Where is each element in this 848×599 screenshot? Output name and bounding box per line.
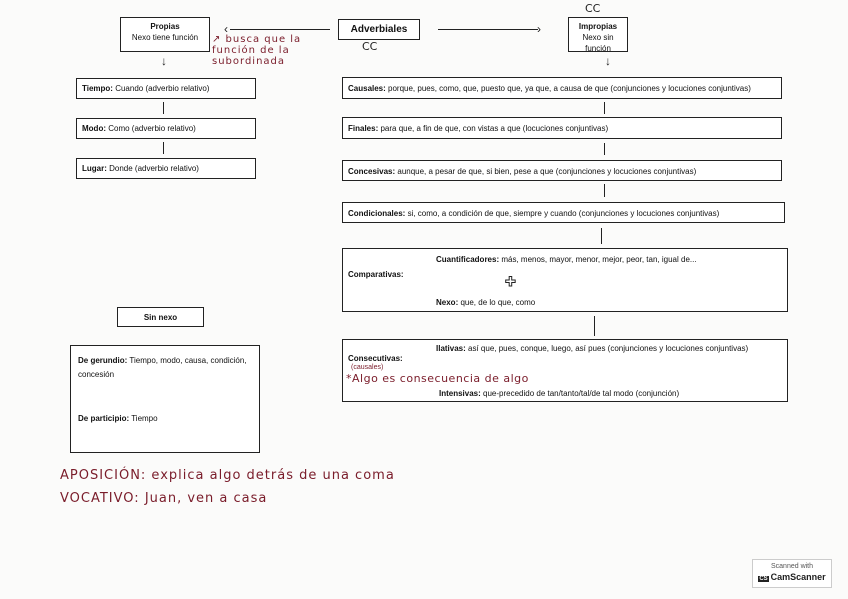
concesivas-box: Concesivas: aunque, a pesar de que, si bien, pese a que (conjunciones y locuciones conjuntivas) bbox=[342, 160, 782, 181]
adverbiales-box: Adverbiales bbox=[338, 19, 420, 40]
vocativo-note: VOCATIVO: Juan, ven a casa bbox=[60, 491, 268, 506]
arrow-down-icon: ↓ bbox=[605, 54, 611, 68]
camscanner-logo-icon: CS bbox=[759, 576, 768, 582]
impropias-box bbox=[568, 17, 628, 52]
badge-line1: Scanned with bbox=[770, 563, 814, 570]
comparativas-box bbox=[342, 248, 788, 312]
causales-note: (causales) bbox=[351, 364, 384, 371]
impropias-subtitle: Nexo sin función bbox=[582, 33, 614, 53]
modo-box: Modo: Como (adverbio relativo) bbox=[76, 118, 256, 139]
propias-subtitle: Nexo tiene función bbox=[131, 33, 199, 42]
propias-title: Propias bbox=[150, 22, 180, 31]
aposicion-note: APOSICIÓN: explica algo detrás de una coma bbox=[60, 468, 395, 483]
arrow-line-right bbox=[438, 29, 538, 30]
arrow-down-icon: ↓ bbox=[161, 54, 167, 68]
consecutivas-box bbox=[342, 339, 788, 402]
connector bbox=[163, 102, 164, 114]
arrow-left-icon: ‹ bbox=[224, 22, 228, 36]
propias-handwritten-note: ↗ busca que la función de la subordinada bbox=[212, 34, 302, 67]
connector bbox=[601, 228, 602, 244]
cuantificadores-text: Cuantificadores: más, menos, mayor, menor, mejor, peor, tan, igual de... bbox=[436, 255, 697, 264]
adverbiales-cc-note: CC bbox=[362, 40, 378, 53]
comparativas-label: Comparativas: bbox=[348, 270, 404, 279]
causales-box: Causales: porque, pues, como, que, puesto que, ya que, a causa de que (conjunciones y locuciones conjuntivas) bbox=[342, 77, 782, 99]
lugar-box: Lugar: Donde (adverbio relativo) bbox=[76, 158, 256, 179]
arrow-right-icon: › bbox=[537, 22, 541, 36]
connector bbox=[604, 184, 605, 197]
impropias-cc-note: CC bbox=[585, 2, 601, 15]
camscanner-badge bbox=[752, 559, 832, 588]
sin-nexo-box: Sin nexo bbox=[117, 307, 204, 327]
connector bbox=[594, 316, 595, 336]
impropias-title: Impropias bbox=[578, 22, 618, 31]
nexo-text: Nexo: que, de lo que, como bbox=[436, 298, 536, 307]
intensivas-text: Intensivas: que-precedido de tan/tanto/tal/de tal modo (conjunción) bbox=[439, 389, 680, 398]
gerundio-text: De gerundio: Tiempo, modo, causa, condición, concesión bbox=[78, 356, 247, 379]
propias-box bbox=[120, 17, 210, 52]
arrow-line-left bbox=[230, 29, 330, 30]
connector bbox=[163, 142, 164, 154]
connector bbox=[604, 143, 605, 155]
connector bbox=[604, 102, 605, 114]
sin-nexo-detail-box bbox=[70, 345, 260, 453]
plus-icon: ✚ bbox=[505, 274, 516, 289]
tiempo-box: Tiempo: Cuando (adverbio relativo) bbox=[76, 78, 256, 99]
ilativas-text: Ilativas: así que, pues, conque, luego, así pues (conjunciones y locuciones conjuntivas) bbox=[436, 344, 749, 353]
participio-text: De participio: Tiempo bbox=[78, 414, 158, 423]
finales-box: Finales: para que, a fin de que, con vistas a que (locuciones conjuntivas) bbox=[342, 117, 782, 139]
consecuencia-note: *Algo es consecuencia de algo bbox=[346, 372, 529, 385]
condicionales-box: Condicionales: si, como, a condición de que, siempre y cuando (conjunciones y locuciones conjuntivas) bbox=[342, 202, 785, 223]
badge-line2: CS CamScanner bbox=[759, 572, 826, 582]
consecutivas-label: Consecutivas: bbox=[348, 354, 403, 363]
